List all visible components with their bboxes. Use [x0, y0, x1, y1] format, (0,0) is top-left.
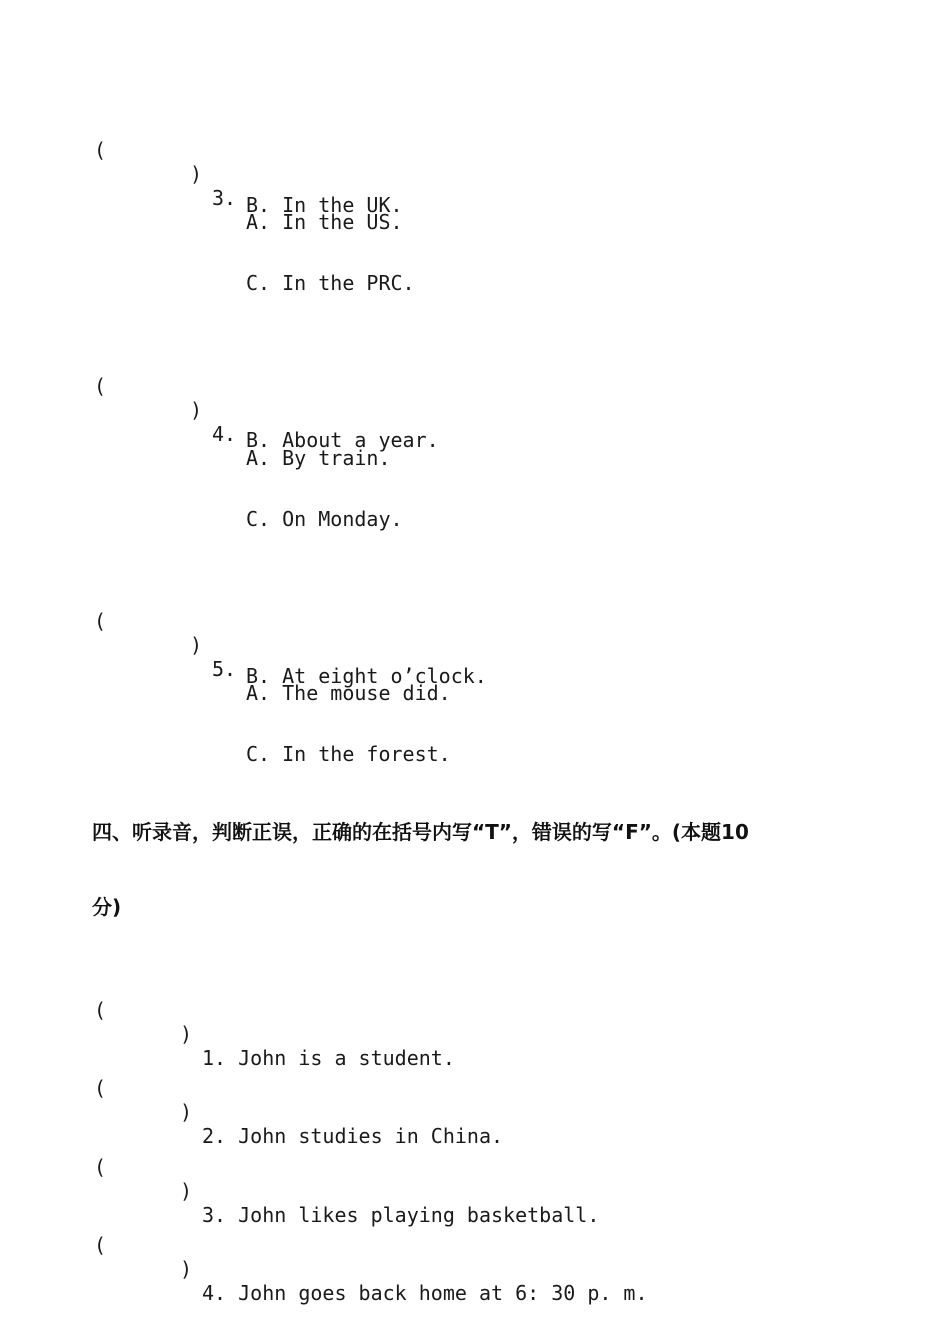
answer-paren-open: (	[94, 138, 107, 162]
option-c: C. In the forest.	[246, 742, 451, 766]
option-a: A. By train.	[246, 446, 391, 470]
option-a: A. The mouse did.	[246, 681, 451, 705]
item-text: 4. John goes back home at 6: 30 p. m.	[202, 1281, 648, 1305]
option-c: C. In the PRC.	[246, 271, 415, 295]
option-c: C. On Monday.	[246, 507, 403, 531]
answer-paren-close: )	[180, 1179, 193, 1203]
option-b: B. About a year.	[246, 428, 439, 452]
option-b: B. At eight o’clock.	[246, 664, 487, 688]
answer-paren-close: )	[190, 633, 203, 657]
answer-paren-open: (	[94, 1233, 107, 1257]
answer-paren-close: )	[180, 1022, 193, 1046]
answer-paren-open: (	[94, 1155, 107, 1179]
question-number: 3.	[212, 186, 237, 210]
answer-paren-close: )	[190, 398, 203, 422]
answer-paren-close: )	[180, 1100, 193, 1124]
option-a: A. In the US.	[246, 210, 403, 234]
option-b: B. In the UK.	[246, 193, 403, 217]
question-number: 4.	[212, 422, 237, 446]
answer-paren-open: (	[94, 609, 107, 633]
item-text: 3. John likes playing basketball.	[202, 1203, 600, 1227]
answer-paren-close: )	[180, 1257, 193, 1281]
section-4-heading-continued: 分)	[92, 895, 122, 919]
section-4-heading: 四、听录音，判断正误，正确的在括号内写“T”，错误的写“F”。(本题10	[92, 820, 749, 844]
answer-paren-open: (	[94, 374, 107, 398]
item-text: 2. John studies in China.	[202, 1124, 504, 1148]
answer-paren-open: (	[94, 998, 107, 1022]
question-number: 5.	[212, 657, 237, 681]
answer-paren-close: )	[190, 162, 203, 186]
item-text: 1. John is a student.	[202, 1046, 455, 1070]
answer-paren-open: (	[94, 1076, 107, 1100]
